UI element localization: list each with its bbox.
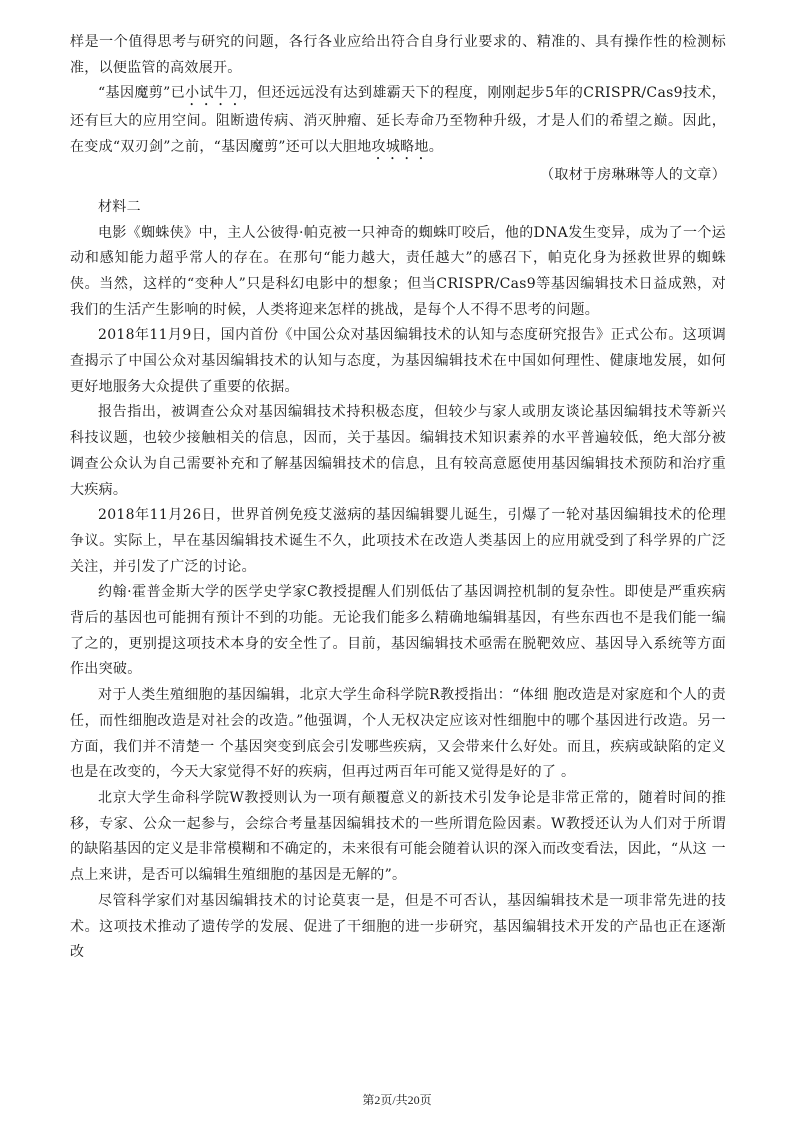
paragraph-report-findings: 报告指出，被调查公众对基因编辑技术持积极态度，但较少与家人或朋友谈论基因编辑技术等新兴科技议题，也较少接触相关的信息，因而，关于基因。编辑技术知识素养的水平普遍较低，绝大部分被调查公众认为自己需要补充和了解基因编辑技术的信息，且有较高意愿使用基因编辑技术预防和治疗重大疾病。 [70,404,726,498]
paragraph-continued: 样是一个值得思考与研究的问题，各行各业应给出符合自身行业要求的、精准的、具有操作性的检测标准，以便监管的高效展开。 [70,34,726,76]
text-run: 。 [428,139,444,156]
paragraph-professor-w: 北京大学生命科学院W教授则认为一项有颠覆意义的新技术引发争论是非常正常的，随着时间的推移，专家、公众一起参与，会综合考量基因编辑技术的一些所谓危险因素。W教授还认为人们对于所谓的缺陷基因的定义是非常模糊和不确定的，未来很有可能会随着认识的深入而改变看法，因此，“从这 一点上来讲，是否可以编辑生殖细胞的基因是无解的”。 [70,789,726,884]
paragraph-conclusion: 尽管科学家们对基因编辑技术的讨论莫衷一是，但是不可否认，基因编辑技术是一项非常先进的技术。这项技术推动了遗传学的发展、促进了干细胞的进一步研究，基因编辑技术开发的产品也正在逐渐改 [70,892,726,961]
paragraph-edited-babies: 2018年11月26日，世界首例免疫艾滋病的基因编辑婴儿诞生，引爆了一轮对基因编辑技术的伦理争议。实际上，早在基因编辑技术诞生不久，此项技术在改造人类基因上的应用就受到了科学界的广泛关注，并引发了广泛的讨论。 [70,507,726,575]
paragraph-spiderman: 电影《蜘蛛侠》中，主人公彼得·帕克被一只神奇的蜘蛛叮咬后，他的DNA发生变异，成为了一个运动和感知能力超乎常人的存在。在那句“能力越大，责任越大”的感召下，帕克化身为拯救世界的蜘蛛侠。当然，这样的“变种人”只是科幻电影中的想象；但当CRISPR/Cas9等基因编辑技术日益成熟，对我们的生活产生影响的时候，人类将迎来怎样的挑战，是每个人不得不思考的问题。 [70,224,726,318]
text-run: ，但还远远没有达到雄霸天下的程度，刚刚起步5年的CRISPR/Cas9技术，还有巨大的应用空间。阻断遗传病、消灭肿瘤、延长寿命乃至物种升级，才是人们的希望之巅。因此，在变成“双刃剑”之前，“基因魔剪”还可以大胆地 [70,85,726,156]
emphasized-phrase: 小试牛刀 [185,85,243,102]
document-body [70,30,726,966]
source-attribution: （取材于房琳琳等人的文章） [540,167,726,184]
text-run: “基因魔剪”已 [98,85,186,102]
paragraph-professor-r: 对于人类生殖细胞的基因编辑，北京大学生命科学院R教授指出：“体细 胞改造是对家庭和个人的责任，而性细胞改造是对社会的改造。”他强调，个人无权决定应该对性细胞中的哪个基因进行改造。另一方面，我们并不清楚一 个基因突变到底会引发哪些疾病，又会带来什么好处。而且，疾病或缺陷的定义也是在改变的，今天大家觉得不好的疾病，但再过两百年可能又觉得是好的了 。 [70,687,726,781]
page-number: 第2页/共20页 [362,1093,432,1107]
paragraph-report: 2018年11月9日，国内首份《中国公众对基因编辑技术的认知与态度研究报告》正式公布。这项调查揭示了中国公众对基因编辑技术的认知与态度，为基因编辑技术在中国如何理性、健康地发展，如何更好地服务大众提供了重要的依据。 [70,327,726,395]
paragraph-gene-scissors [70,81,726,163]
section-heading: 材料二 [98,198,141,215]
emphasized-phrase: 攻城略地 [371,139,429,156]
paragraph-professor-c: 约翰·霍普金斯大学的医学史学家C教授提醒人们别低估了基因调控机制的复杂性。即使是严重疾病背后的基因也可能拥有预计不到的功能。无论我们能多么精确地编辑基因，有些东西也不是我们能一编了之的，更别提这项技术本身的安全性了。目前，基因编辑技术亟需在脱靶效应、基因导入系统等方面作出突破。 [70,584,726,678]
